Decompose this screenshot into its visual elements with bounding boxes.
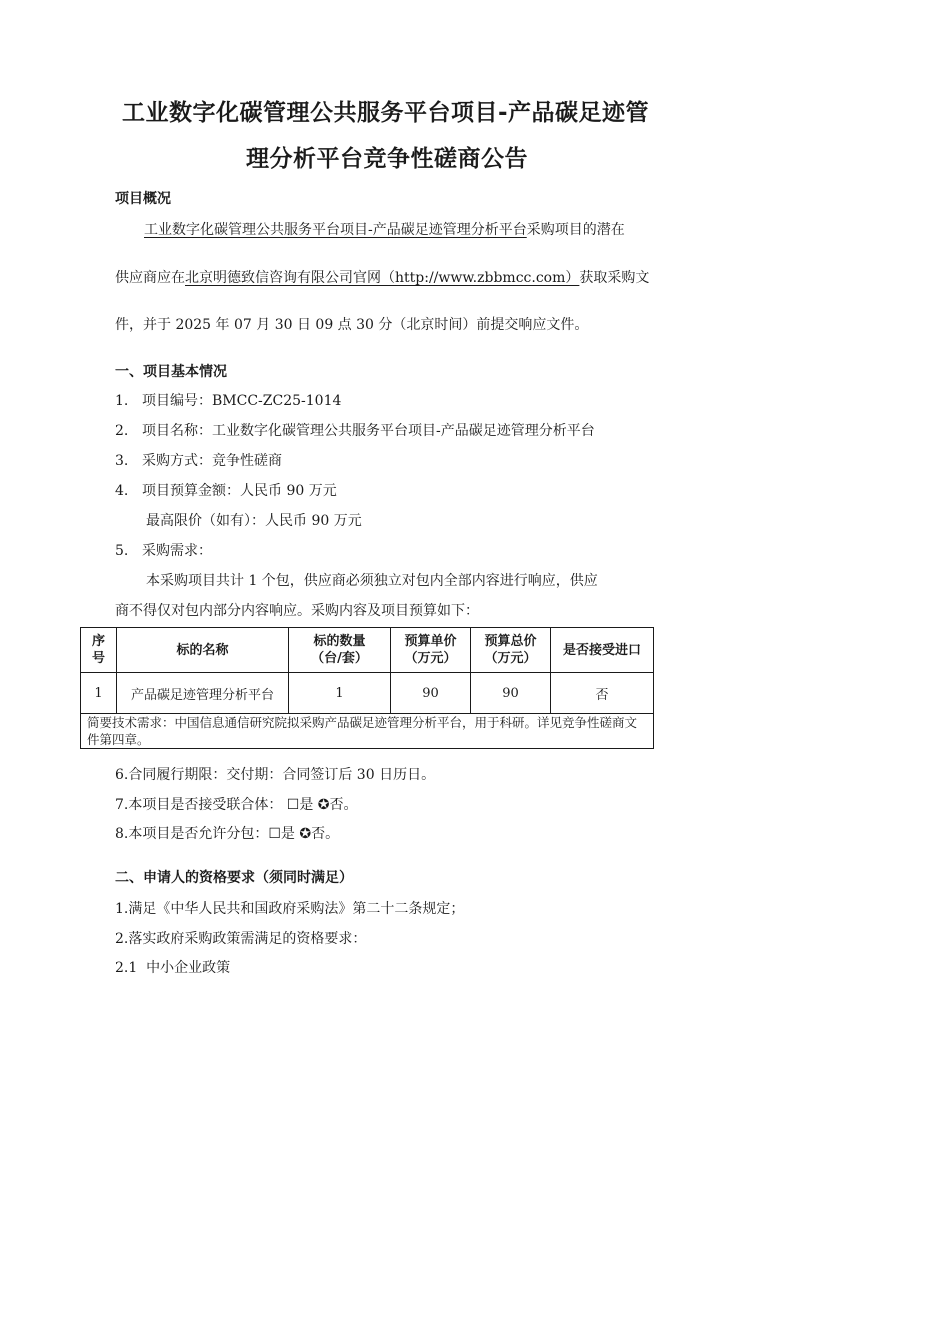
page-title-line2: 理分析平台竞争性磋商公告 (246, 146, 528, 172)
max-price: 最高限价（如有）：人民币 90 万元 (146, 513, 362, 529)
cell-index: 1 (81, 673, 117, 714)
agency-website-link[interactable]: 北京明德致信咨询有限公司官网（http://www.zbbmcc.com） (185, 270, 580, 286)
table-row (81, 673, 654, 714)
item-number: 5. (115, 543, 129, 559)
project-code: 项目编号：BMCC-ZC25-1014 (142, 393, 342, 409)
overview-line1-text: 采购项目的潜在 (526, 222, 625, 238)
basic-info-item (115, 480, 337, 500)
requirement-text-line1: 本采购项目共计 1 个包，供应商必须独立对包内全部内容进行响应，供应 (146, 573, 598, 589)
requirement-text-line2: 商不得仅对包内部分内容响应。采购内容及项目预算如下： (115, 603, 479, 619)
cell-unit-price: 90 (391, 673, 471, 714)
overview-paragraph-line2 (115, 267, 649, 287)
item-number: 3. (115, 453, 129, 469)
page-title-line1: 工业数字化碳管理公共服务平台项目-产品碳足迹管 (122, 100, 650, 126)
item-number: 1. (115, 393, 129, 409)
project-name-link: 工业数字化碳管理公共服务平台项目-产品碳足迹管理分析平台 (144, 222, 527, 238)
qualification-item: 2.1 中小企业政策 (115, 960, 231, 976)
basic-info-item (115, 540, 212, 560)
table-note-row (81, 714, 654, 749)
cell-quantity: 1 (289, 673, 391, 714)
overview-heading: 项目概况 (115, 191, 171, 207)
col-header-quantity: 标的数量（台/套） (289, 628, 391, 673)
col-header-unit-price: 预算单价（万元） (391, 628, 471, 673)
qualification-item: 1.满足《中华人民共和国政府采购法》第二十二条规定； (115, 901, 465, 917)
section1-heading: 一、项目基本情况 (115, 364, 227, 380)
col-header-index: 序号 (81, 628, 117, 673)
procurement-needs-label: 采购需求： (142, 543, 212, 559)
overview-paragraph-line3: 件，并于 2025 年 07 月 30 日 09 点 30 分（北京时间）前提交响应文件。 (115, 317, 589, 333)
overview-line2-prefix: 供应商应在 (115, 270, 185, 286)
basic-info-item (115, 450, 282, 470)
col-header-import: 是否接受进口 (551, 628, 654, 673)
consortium-option: 7.本项目是否接受联合体： ☐是 ✪否。 (115, 797, 358, 813)
cell-import: 否 (551, 673, 654, 714)
item-number: 2. (115, 423, 129, 439)
subcontract-option: 8.本项目是否允许分包：☐是 ✪否。 (115, 826, 340, 842)
overview-paragraph-line1 (144, 219, 625, 239)
col-header-total-price: 预算总价（万元） (471, 628, 551, 673)
cell-total-price: 90 (471, 673, 551, 714)
project-name: 项目名称：工业数字化碳管理公共服务平台项目-产品碳足迹管理分析平台 (142, 423, 595, 439)
basic-info-item (115, 390, 341, 410)
col-header-item-name: 标的名称 (117, 628, 289, 673)
cell-item-name: 产品碳足迹管理分析平台 (117, 673, 289, 714)
overview-line2-text: 获取采购文 (579, 270, 650, 286)
budget-amount: 项目预算金额：人民币 90 万元 (142, 483, 337, 499)
contract-period: 6.合同履行期限：交付期：合同签订后 30 日历日。 (115, 767, 436, 783)
technical-requirements-note: 简要技术需求：中国信息通信研究院拟采购产品碳足迹管理分析平台，用于科研。详见竞争性磋商文件第四章。 (81, 714, 654, 749)
procurement-method: 采购方式：竞争性磋商 (142, 453, 282, 469)
procurement-table (80, 627, 654, 749)
section2-heading: 二、申请人的资格要求（须同时满足） (115, 870, 353, 886)
item-number: 4. (115, 483, 129, 499)
qualification-item: 2.落实政府采购政策需满足的资格要求： (115, 931, 367, 947)
basic-info-item (115, 420, 595, 440)
table-header-row (81, 628, 654, 673)
